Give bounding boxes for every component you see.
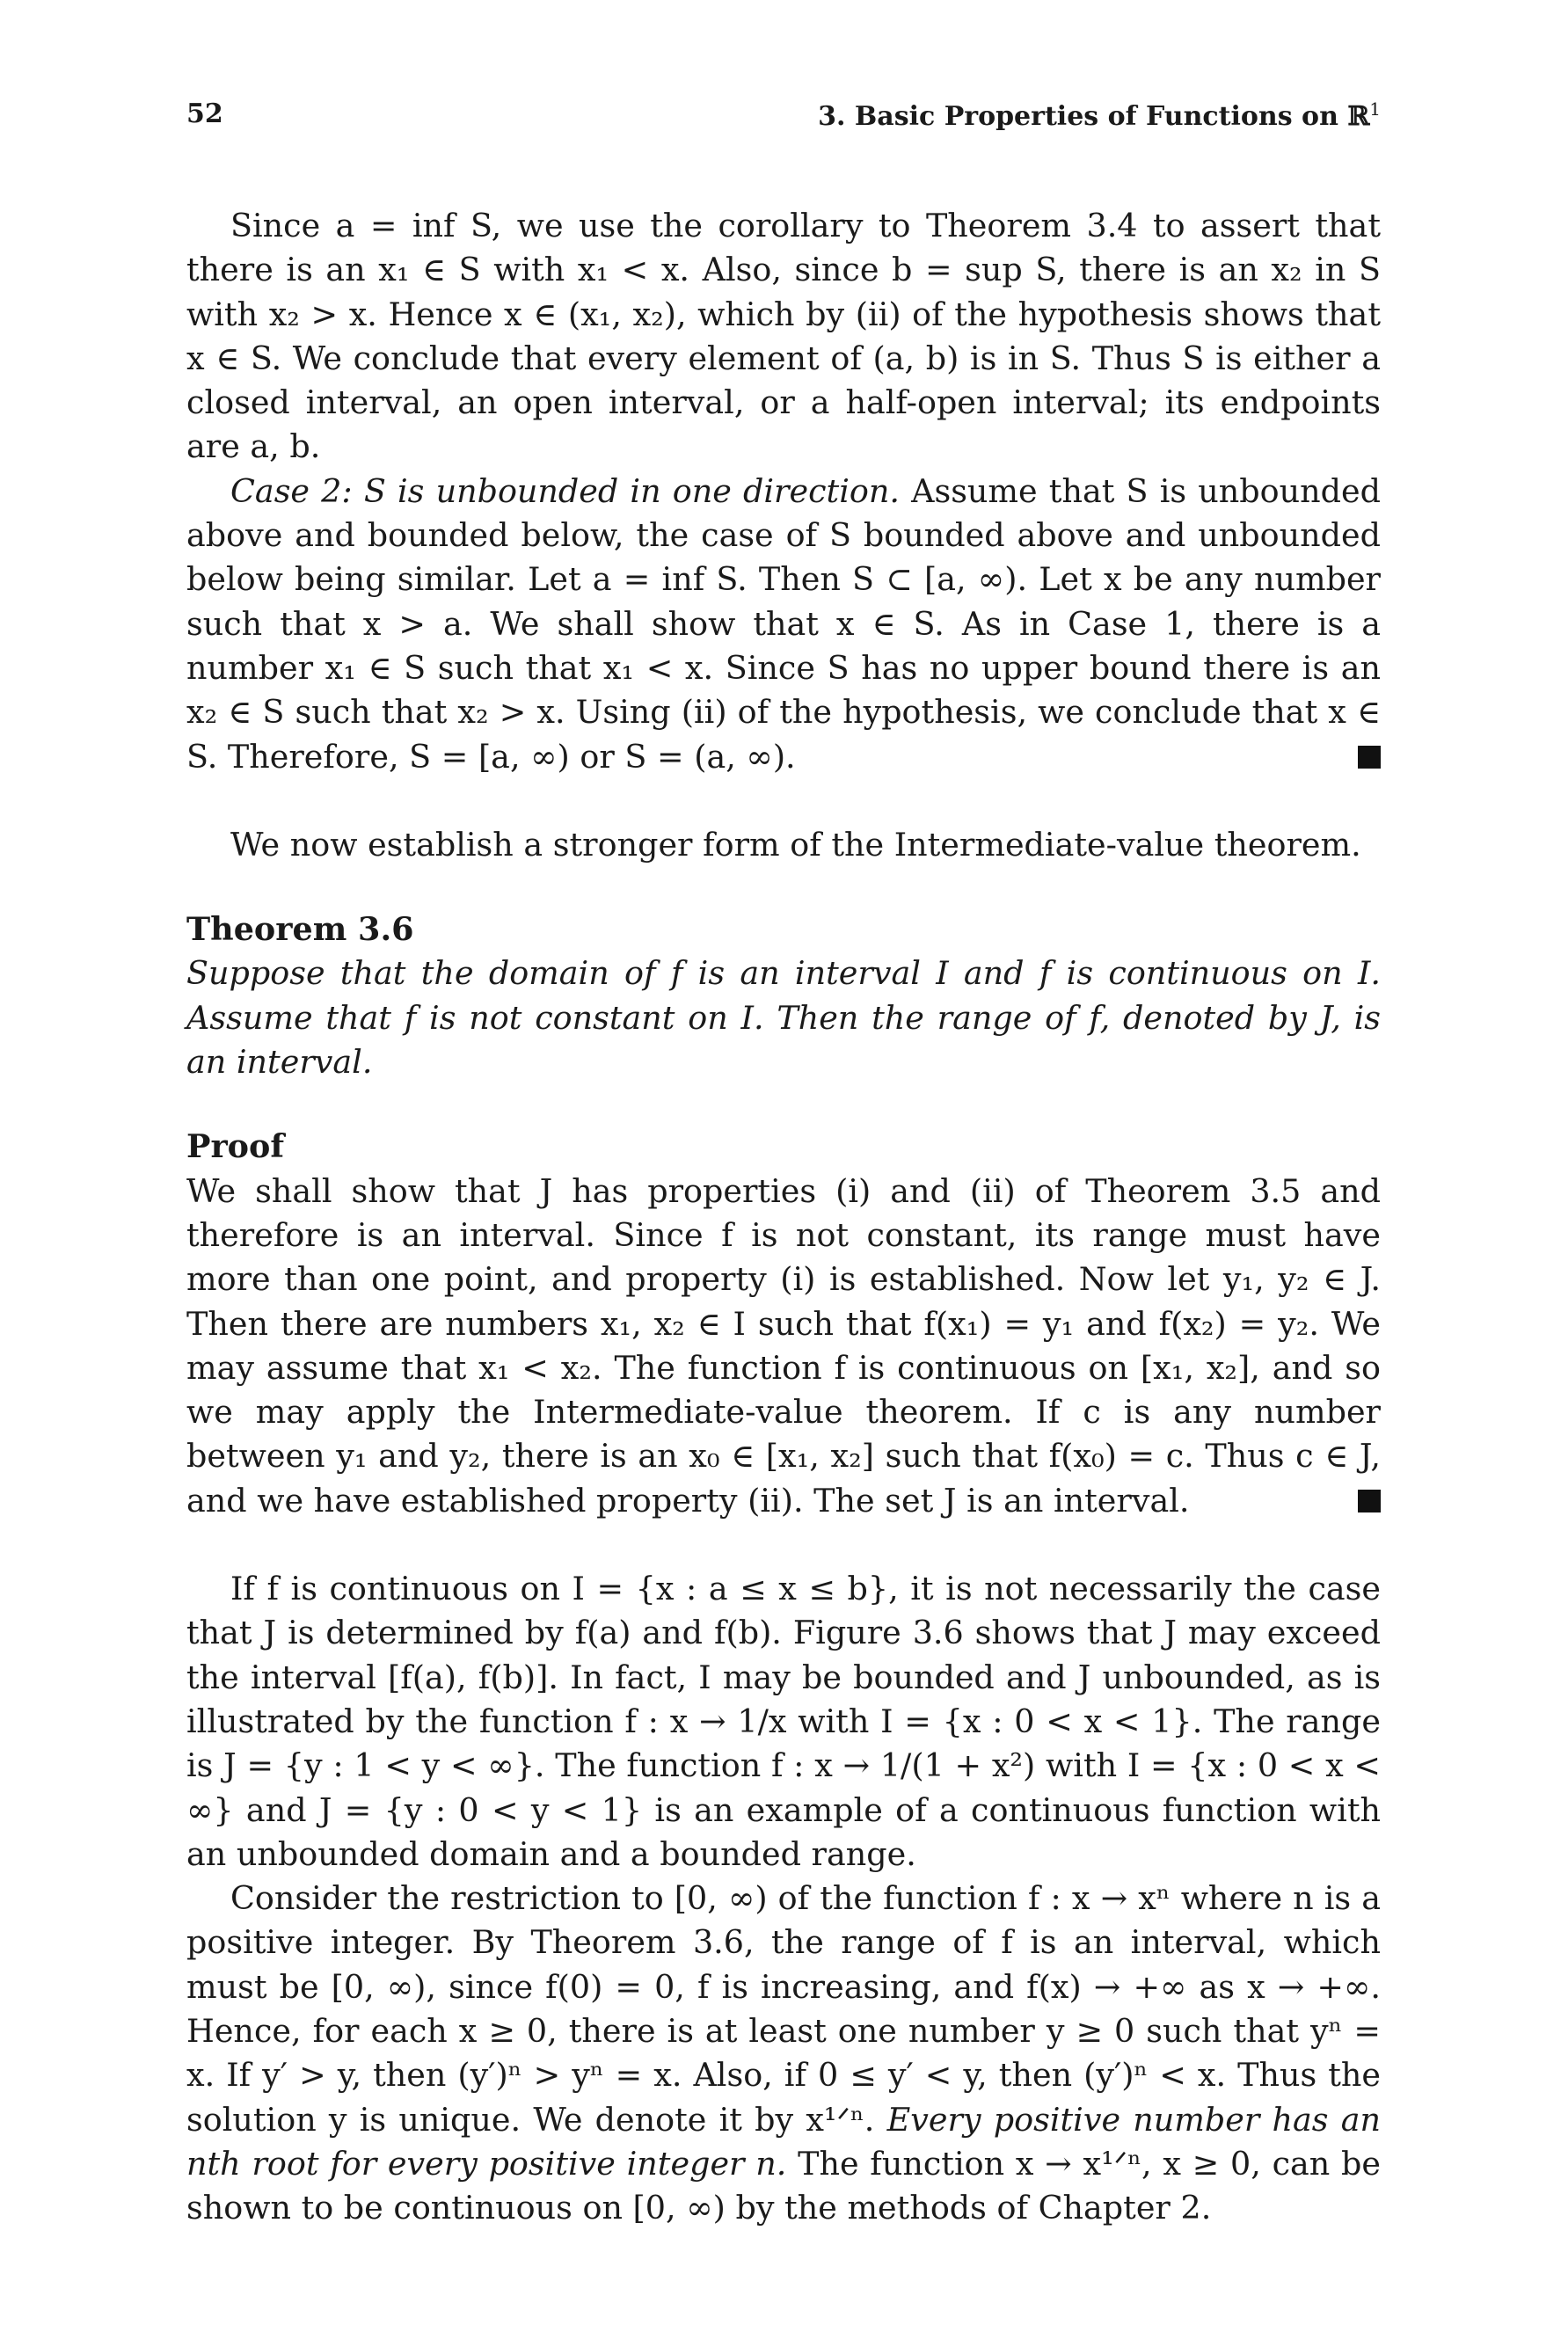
page-body — [186, 204, 1381, 2230]
nth-root-text-a: Consider the restriction to [0, ∞) of the function f : x → xⁿ where n is a positive integer. By Theorem 3.6, the range of f is an interval, which must be [0, ∞), since f(0) = 0, f is increasing, and f(x) → +∞ as x → +∞. Hence, for each x ≥ 0, there is at least one number y ≥ 0 such that yⁿ = x. If y′ > y, then (y′)ⁿ > yⁿ = x. Also, if 0 ≤ y′ < y, then (y′)ⁿ < x. Thus the solution y is unique. We denote it by x¹ᐟⁿ. — [186, 1879, 1381, 2139]
end-of-proof-icon — [1358, 746, 1381, 769]
spacer — [186, 867, 1381, 907]
spacer — [186, 1084, 1381, 1125]
case-2-text: Assume that S is unbounded above and bounded below, the case of S bounded above and unbounded below being similar. Let a = inf S. Then S ⊂ [a, ∞). Let x be any number such that x > a. We shall show that x ∈ S. As in Case 1, there is a number x₁ ∈ S such that x₁ < x. Since S has no upper bound there is an x₂ ∈ S such that x₂ > x. Using (ii) of the hypothesis, we conclude that x ∈ S. Therefore, S = [a, ∞) or S = (a, ∞). — [186, 471, 1381, 776]
nth-root-text-b: The function x → x¹ᐟⁿ, x ≥ 0, can be shown to be continuous on [0, ∞) by the methods of Chapter 2. — [186, 2144, 1381, 2227]
spacer — [186, 1523, 1381, 1567]
page-number: 52 — [186, 98, 223, 129]
proof-text — [186, 1170, 1381, 1523]
page-header — [186, 98, 1381, 142]
paragraph-nth-root — [186, 1877, 1381, 2230]
running-title — [818, 98, 1381, 132]
paragraph-range-examples: If f is continuous on I = {x : a ≤ x ≤ b}, it is not necessarily the case that J is determined by f(a) and f(b). Figure 3.6 shows that J may exceed the interval [f(a), f(b)]. In fact, I may be bounded and J unbounded, as is illustrated by the function f : x → 1/x with I = {x : 0 < x < 1}. The range is J = {y : 1 < y < ∞}. The function f : x → 1/(1 + x²) with I = {x : 0 < x < ∞} and J = {y : 0 < y < 1} is an example of a continuous function with an unbounded domain and a bounded range. — [186, 1570, 1381, 1873]
running-title-text: 3. Basic Properties of Functions on ℝ — [818, 101, 1370, 132]
case-2-heading: Case 2: S is unbounded in one direction. — [230, 471, 900, 510]
nth-root-emphasis: Every positive number has an nth root for every positive integer n. — [186, 2100, 1381, 2183]
proof-title: Proof — [186, 1127, 285, 1166]
running-title-superscript: 1 — [1369, 98, 1381, 120]
theorem-statement: Suppose that the domain of f is an interval I and f is continuous on I. Assume that f is not constant on I. Then the range of f, denoted by J, is an interval. — [186, 954, 1381, 1082]
spacer — [186, 779, 1381, 823]
theorem-title: Theorem 3.6 — [186, 910, 414, 949]
paragraph-case-2 — [186, 470, 1381, 779]
paragraph-intro-theorem: We now establish a stronger form of the Intermediate-value theorem. — [230, 825, 1361, 864]
end-of-proof-icon — [1358, 1490, 1381, 1512]
proof-body: We shall show that J has properties (i) and (ii) of Theorem 3.5 and therefore is an interval. Since f is not constant, its range must have more than one point, and property (i) is established. Now let y₁, y₂ ∈ J. Then there are numbers x₁, x₂ ∈ I such that f(x₁) = y₁ and f(x₂) = y₂. We may assume that x₁ < x₂. The function f is continuous on [x₁, x₂], and so we may apply the Intermediate-value theorem. If c is any number between y₁ and y₂, there is an x₀ ∈ [x₁, x₂] such that f(x₀) = c. Thus c ∈ J, and we have established property (ii). The set J is an interval. — [186, 1171, 1381, 1520]
paragraph-case-1-conclusion: Since a = inf S, we use the corollary to Theorem 3.4 to assert that there is an x₁ ∈ S with x₁ < x. Also, since b = sup S, there is an x₂ in S with x₂ > x. Hence x ∈ (x₁, x₂), which by (ii) of the hypothesis shows that x ∈ S. We conclude that every element of (a, b) is in S. Thus S is either a closed interval, an open interval, or a half-open interval; its endpoints are a, b. — [186, 207, 1381, 466]
